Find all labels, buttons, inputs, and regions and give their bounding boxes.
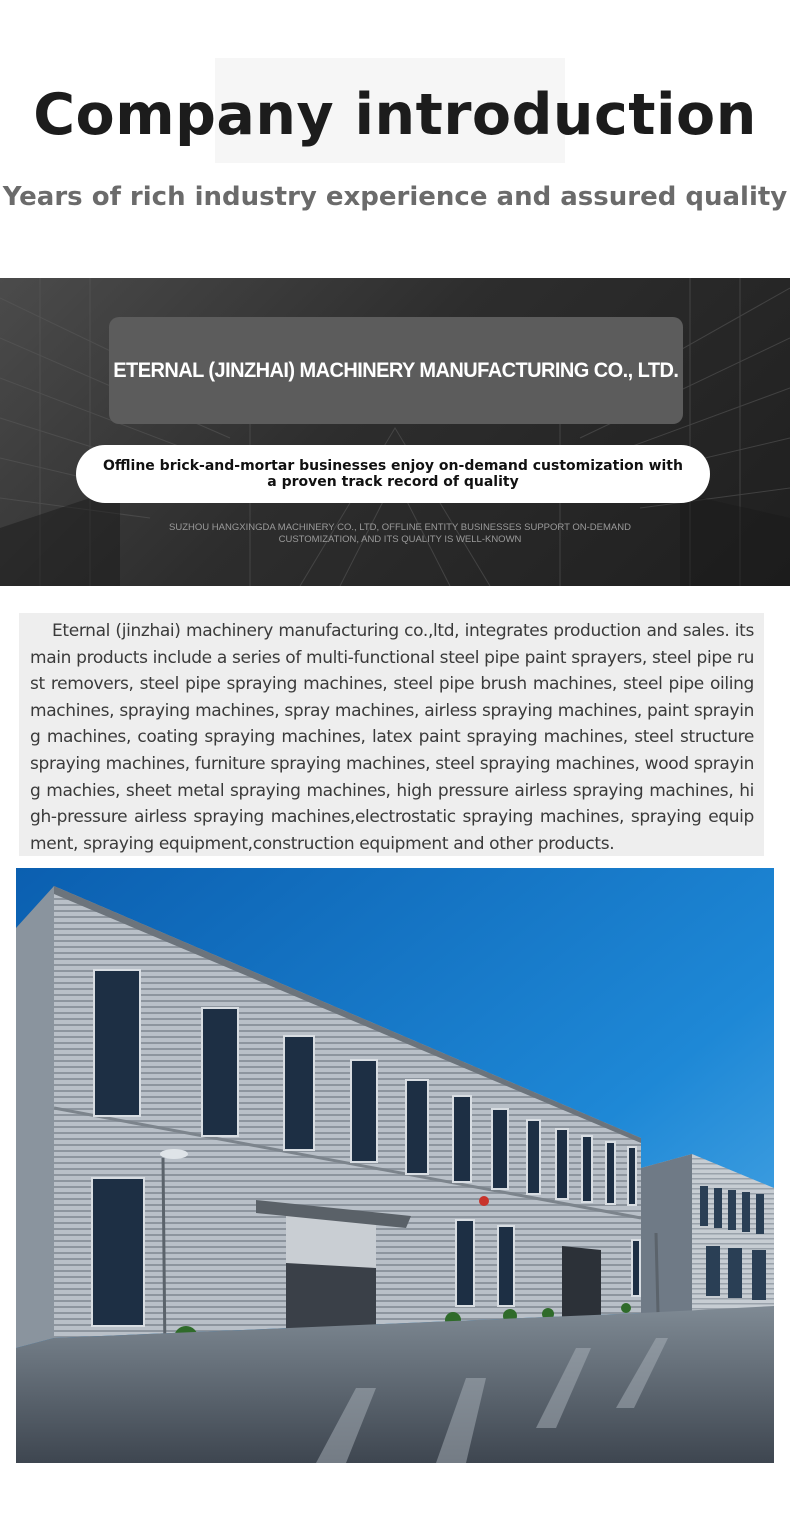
company-banner (0, 278, 790, 586)
company-name: ETERNAL (JINZHAI) MACHINERY MANUFACTURING CO., LTD. (113, 358, 679, 382)
hero-section (0, 0, 790, 278)
factory-building-image (16, 868, 774, 1463)
company-name-box (109, 317, 683, 424)
tagline-pill (76, 445, 710, 503)
page-title: Company introduction (33, 82, 757, 148)
tagline-text: Offline brick-and-mortar businesses enjoy on-demand customization with a proven track record of quality (103, 458, 683, 490)
banner-note: SUZHOU HANGXINGDA MACHINERY CO., LTD, OFFLINE ENTITY BUSINESSES SUPPORT ON-DEMAND CUSTOMIZATION, AND ITS QUALITY IS WELL-KNOWN (169, 522, 631, 545)
page-subtitle: Years of rich industry experience and assured quality (2, 182, 788, 212)
intro-paragraph: Eternal (jinzhai) machinery manufacturing co.,ltd, integrates production and sales. its main products include a series of multi-functional steel pipe paint sprayers, steel pipe rust removers, steel pipe spraying machines, steel pipe brush machines, steel pipe oiling machines, spraying machines, spray machines, airless spraying machines, paint spraying machines, coating spraying machines, latex paint spraying machines, steel structure spraying machines, furniture spraying machines, steel spraying machines, wood spraying machies, sheet metal spraying machines, high pressure airless spraying machines, high-pressure airless spraying machines,electrostatic spraying machines, spraying equipment, spraying equipment,construction equipment and other products. (30, 621, 754, 854)
intro-text-box (19, 613, 764, 856)
factory-photo (16, 868, 774, 1463)
